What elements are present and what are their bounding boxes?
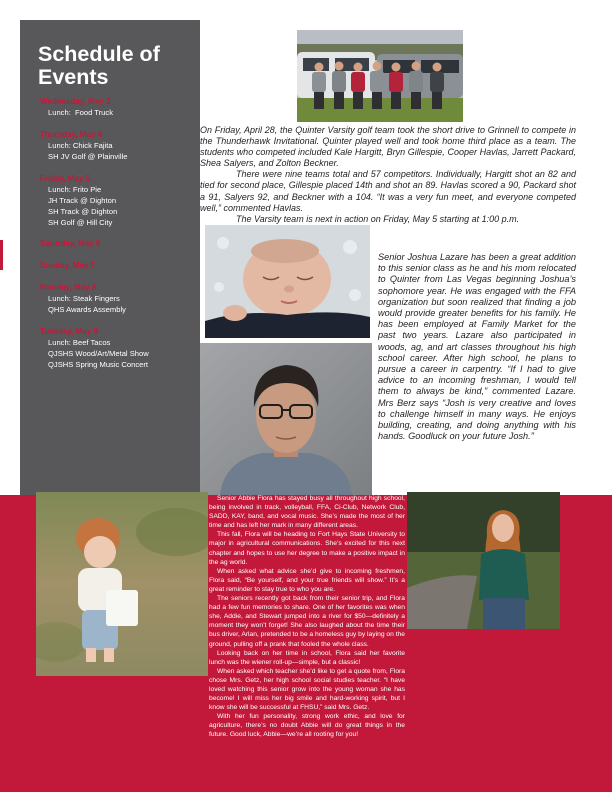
event-item: Lunch: Steak Fingers: [48, 293, 120, 303]
event-item: Lunch: Frito Pie: [48, 184, 102, 194]
event-item: Lunch: Beef Tacos: [48, 337, 111, 347]
event-item: QHS Awards Assembly: [48, 304, 126, 314]
schedule-sidebar: [20, 20, 200, 495]
article-paragraph: When asked what advice she’d give to incoming freshmen, Flora said, “Be yourself, and your true friends will show.” It’s a great reminder to stay true to who you are.: [209, 567, 405, 593]
day-heading: Monday, May 8: [40, 282, 97, 292]
event-item: Lunch: Chick Fajita: [48, 140, 113, 150]
day-heading: Saturday, May 6: [40, 239, 101, 249]
lazare-article: [378, 252, 576, 442]
article-paragraph: Senior Abbie Flora has stayed busy all throughout high school, being involved in track, volleyball, FFA, Ci-Club, Network Club, SADD, KAY, band, and vocal music. She’s made the most of her time and has left her mark in many different areas.: [209, 495, 405, 530]
schedule-day: [40, 260, 196, 271]
toddler-photo: [36, 492, 208, 676]
day-heading: Thursday, May 4: [40, 129, 103, 139]
day-heading: Tuesday, May 9: [40, 326, 98, 336]
baby-photo: [205, 225, 370, 338]
article-paragraph: Senior Joshua Lazare has been a great addition to this senior class as he and his mom relocated to Quinter from Las Vegas beginning Joshua’s sophomore year. He was engaged with the FFA organization but soon realized that finding a job would provide greater benefits for his family. He has been employed at Family Market for the past two years. Lazare also participated in woods, ag, and art classes throughout his high school career. After high school, he plans to pursue a career in carpentry. “If I had to give advice to an incoming freshman, I would tell them to always be kind,” commented Lazare. Mrs Berz says “Josh is very creative and loves to challenge himself in many ways. He enjoys building, creating, and doing anything with his hands. Goodluck on your future Josh.”: [378, 252, 576, 442]
event-item: JH Track @ Dighton: [48, 195, 117, 205]
schedule-day: [40, 129, 196, 162]
article-paragraph: This fall, Flora will be heading to Fort Hays State University to major in agricultural communications. She’s excited for this next chapter and hopes to use her degree to make a positive impact in the ag world.: [209, 531, 405, 566]
schedule-day: [40, 282, 196, 315]
article-paragraph: Looking back on her time in school, Flora said her favorite lunch was the wiener roll-up—simple, but a classic!: [209, 649, 405, 666]
schedule-day: [40, 326, 196, 370]
article-paragraph: When asked which teacher she’d like to get a quote from, Flora chose Mrs. Getz, her high school social studies teacher. “I have loved watching this senior grow into the young woman she has become! I will miss her big smile and hard-working spirit, but I know she will be successful at FHSU,” said Mrs. Getz.: [209, 667, 405, 712]
day-heading: Friday, May 5: [40, 173, 91, 183]
article-paragraph: The seniors recently got back from their senior trip, and Flora had a few fun memories to share. One of her favorites was when she, Addie, and Stewart jumped into a river for $50—definitely a moment they won’t forget! She also laughed about the time their bus driver, Arlan, pretended to be a homeless guy by laying on the ground, pulling off a prank that fooled the whole class.: [209, 595, 405, 648]
article-paragraph: On Friday, April 28, the Quinter Varsity golf team took the short drive to Grinnell to compete in the Thunderhawk Invitational. Quinter played well and took home third place as a team. The students who competed included Kale Hargitt, Bryn Gillespie, Cooper Havlas, Jarrett Packard, Shea Salyers, and Zolton Beckner.: [200, 125, 576, 169]
event-item: SH Track @ Dighton: [48, 206, 118, 216]
article-paragraph: There were nine teams total and 57 competitors. Individually, Hargitt shot an 82 and tied for second place, Gillespie placed 14th and shot an 89. Havlas scored a 90, Packard shot a 91, Salyers 92, and Beckner with a 104. “It was a very fun meet, and everyone competed well,” commented Havlas.: [200, 169, 576, 213]
event-item: SH Golf @ Hill City: [48, 217, 113, 227]
schedule-day: [40, 173, 196, 228]
abbie-article: [209, 494, 405, 740]
schedule-title: Schedule of Events: [38, 42, 160, 89]
article-paragraph: The Varsity team is next in action on Friday, May 5 starting at 1:00 p.m.: [236, 213, 520, 224]
schedule-day: [40, 96, 196, 118]
abbie-senior-photo: [407, 492, 560, 629]
schedule-day: [40, 238, 196, 249]
event-item: Lunch: Food Truck: [48, 108, 114, 117]
schedule-list: [40, 96, 196, 381]
article-paragraph: With her fun personality, strong work ethic, and love for agriculture, there’s no doubt Abbie will do great things in the future. Good luck, Abbie—we’re all rooting for you!: [209, 713, 405, 739]
golf-article: [200, 125, 576, 225]
day-heading: Sunday, May 7: [40, 261, 95, 271]
day-heading: Wednesday, May 3: [40, 97, 111, 106]
golf-team-photo: [297, 30, 463, 122]
edge-mark: [0, 240, 3, 270]
senior-portrait-photo: [200, 343, 372, 495]
event-item: QJSHS Wood/Art/Metal Show: [48, 348, 149, 358]
event-item: QJSHS Spring Music Concert: [48, 359, 149, 369]
event-item: SH JV Golf @ Plainville: [48, 151, 128, 161]
